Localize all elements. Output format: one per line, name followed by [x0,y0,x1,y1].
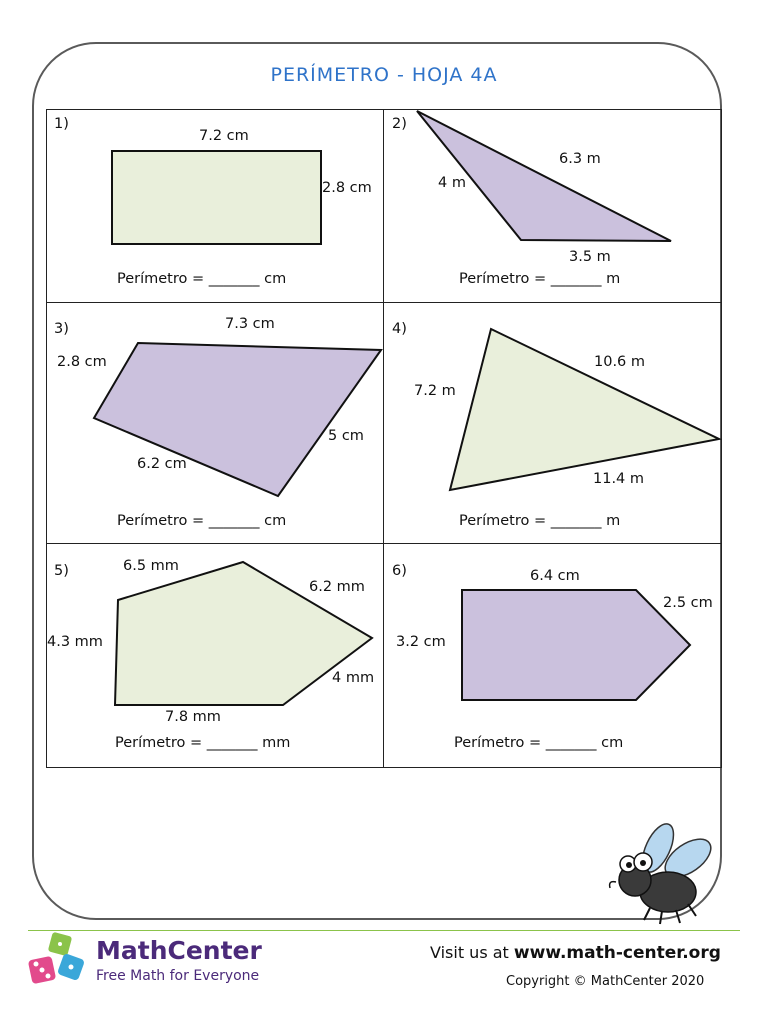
problem-number-5: 5) [54,563,69,579]
side-label-6c: 3.2 cm [396,634,446,650]
side-label-3d: 6.2 cm [137,456,187,472]
answer-line-2: Perímetro = _______ m [459,271,621,287]
brand-name: MathCenter [96,936,262,965]
shape-triangle-4 [450,329,719,490]
page-title: PERÍMETRO - HOJA 4A [270,64,498,86]
visit-text [430,943,721,963]
shape-quadrilateral-3 [94,343,381,496]
side-label-1a: 7.2 cm [199,128,249,144]
answer-line-1: Perímetro = _______ cm [117,271,287,287]
side-label-6a: 6.4 cm [530,568,580,584]
shape-rectangle-1 [112,151,321,244]
side-label-2b: 4 m [438,175,466,191]
answer-line-5: Perímetro = _______ mm [115,735,291,751]
side-label-6b: 2.5 cm [663,595,713,611]
footer-divider [28,930,740,931]
problem-number-2: 2) [392,116,407,132]
side-label-5a: 6.5 mm [123,558,179,574]
side-label-4c: 11.4 m [593,471,645,487]
dice-logo-icon [26,930,92,990]
side-label-5b: 6.2 mm [309,579,365,595]
problem-number-6: 6) [392,563,407,579]
side-label-3a: 7.3 cm [225,316,275,332]
side-label-4a: 10.6 m [594,354,646,370]
side-label-2a: 6.3 m [559,151,601,167]
side-label-3b: 2.8 cm [57,354,107,370]
side-label-5e: 7.8 mm [165,709,221,725]
fly-mascot-icon [600,820,720,930]
problem-number-1: 1) [54,116,69,132]
shape-pentagon-6 [462,590,690,700]
side-label-1b: 2.8 cm [322,180,372,196]
website-link[interactable]: www.math-center.org [513,943,721,963]
answer-line-6: Perímetro = _______ cm [454,735,624,751]
side-label-5d: 4 mm [332,670,375,686]
side-label-2c: 3.5 m [569,249,611,265]
problem-number-3: 3) [54,321,69,337]
answer-line-3: Perímetro = _______ cm [117,513,287,529]
copyright-notice: Copyright © MathCenter 2020 [506,974,705,989]
side-label-3c: 5 cm [328,428,364,444]
side-label-5c: 4.3 mm [47,634,103,650]
side-label-4b: 7.2 m [414,383,456,399]
problem-number-4: 4) [392,321,407,337]
visit-prefix: Visit us at [430,943,509,962]
answer-line-4: Perímetro = _______ m [459,513,621,529]
brand-tagline: Free Math for Everyone [96,968,260,984]
